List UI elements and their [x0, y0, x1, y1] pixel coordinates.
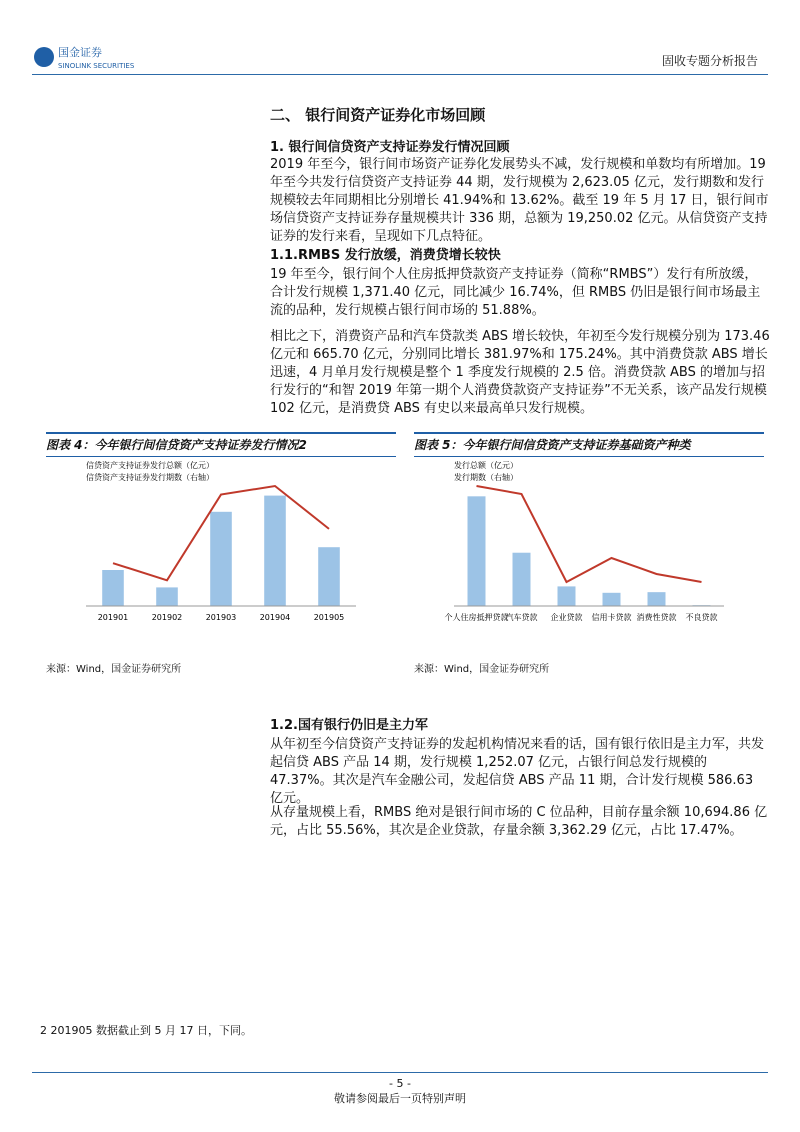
legend-2: 发行期数（右轴） [454, 473, 518, 482]
para-2: 19 年至今，银行间个人住房抵押贷款资产支持证券（简称“RMBS”）发行有所放缓，合计发行规模 1,371.40 亿元，同比减少 16.74%，但 RMBS 仍旧是银行间市场最主流的品种，发行规模占银行间市场的 51.88%。 [270, 267, 761, 318]
x-tick: 个人住房抵押贷款 [444, 613, 509, 622]
bar [603, 593, 621, 606]
legend-1: 发行总额（亿元） [454, 461, 518, 470]
figure-4-source: 来源：Wind，国金证券研究所 [46, 664, 182, 675]
series-line [477, 486, 702, 582]
bar [210, 512, 232, 606]
footer [0, 1077, 800, 1106]
page-number: - 5 - [389, 1077, 411, 1090]
legend-1: 信贷资产支持证券发行总额（亿元） [86, 461, 214, 470]
para-5: 从存量规模上看，RMBS 绝对是银行间市场的 C 位品种，目前存量余额 10,694.86 亿元，占比 55.56%，其次是企业贷款，存量余额 3,362.29 亿元，占比 17.47%。 [270, 805, 768, 838]
x-tick: 汽车贷款 [505, 613, 538, 622]
figure-5-title: 图表 5：今年银行间信贷资产支持证券基础资产种类 [414, 432, 764, 457]
section-title: 二、 银行间资产证券化市场回顾 [270, 106, 486, 124]
logo [32, 42, 152, 72]
x-tick: 201905 [313, 613, 345, 622]
subhead-1: 1. 银行间信贷资产支持证券发行情况回顾 [270, 140, 510, 155]
para-4: 从年初至今信贷资产支持证券的发起机构情况来看的话，国有银行依旧是主力军，共发起信贷 ABS 产品 14 期，发行规模 1,252.07 亿元，占银行间总发行规模的 47.37%。其次是汽车金融公司，发起信贷 ABS 产品 11 期，合计发行规模 586.63 亿元。 [270, 737, 765, 806]
legend-2: 信贷资产支持证券发行期数（右轴） [86, 473, 214, 482]
bar [156, 587, 178, 606]
footer-note: 敬请参阅最后一页特别声明 [334, 1092, 466, 1105]
report-title: 固收专题分析报告 [661, 54, 758, 68]
subhead-2: 1.1.RMBS 发行放缓，消费贷增长较快 [270, 248, 501, 263]
bar [102, 570, 124, 606]
subhead-3: 1.2.国有银行仍旧是主力军 [270, 718, 428, 733]
brand-name: 国金证券 [58, 46, 102, 59]
x-tick: 201902 [151, 613, 183, 622]
chart-5 [414, 456, 764, 652]
x-tick: 不良贷款 [685, 613, 718, 622]
footer-line [32, 1072, 768, 1073]
bar [648, 592, 666, 606]
figure-4-title: 图表 4：今年银行间信贷资产支持证券发行情况2 [46, 432, 396, 457]
x-tick: 信用卡贷款 [591, 613, 632, 622]
bar [468, 496, 486, 606]
para-3: 相比之下，消费资产品和汽车贷款类 ABS 增长较快，年初至今发行规模分别为 173.46 亿元和 665.70 亿元，分别同比增长 381.97%和 175.24%。其中消费贷款 ABS 增长迅速，4 月单月发行规模是整个 1 季度发行规模的 2.5 倍。消费贷款 ABS 的增加与招行发行的“和智 2019 年第一期个人消费贷款资产支持证券”不无关系，该产品发行规模 102 亿元，是消费贷 ABS 有史以来最高单只发行规模。 [270, 329, 770, 416]
x-tick: 201903 [205, 613, 237, 622]
bar [558, 586, 576, 606]
x-tick: 201901 [97, 613, 129, 622]
bar [264, 496, 286, 606]
x-tick: 企业贷款 [550, 613, 583, 622]
figure-5-source: 来源：Wind，国金证券研究所 [414, 664, 550, 675]
para-1: 2019 年至今，银行间市场资产证券化发展势头不减，发行规模和单数均有所增加。19 年至今共发行信贷资产支持证券 44 期，发行规模为 2,623.05 亿元，发行期数和发行规模较去年同期相比分别增长 41.94%和 13.62%。截至 19 年 5 月 17 日，银行间市场信贷资产支持证券存量规模共计 336 期，总额为 19,250.02 亿元。从信贷资产支持证券的发行来看，呈现如下几点特征。 [270, 157, 769, 244]
x-tick: 消费性贷款 [636, 613, 677, 622]
bar [318, 547, 340, 606]
brand-en: SINOLINK SECURITIES [58, 62, 135, 70]
chart-4 [46, 456, 396, 652]
x-tick: 201904 [259, 613, 291, 622]
footnote: 2 201905 数据截止到 5 月 17 日，下同。 [40, 1024, 252, 1037]
page-header [32, 42, 768, 75]
figure-4 [46, 432, 396, 682]
figure-5 [414, 432, 764, 682]
bar [513, 553, 531, 606]
